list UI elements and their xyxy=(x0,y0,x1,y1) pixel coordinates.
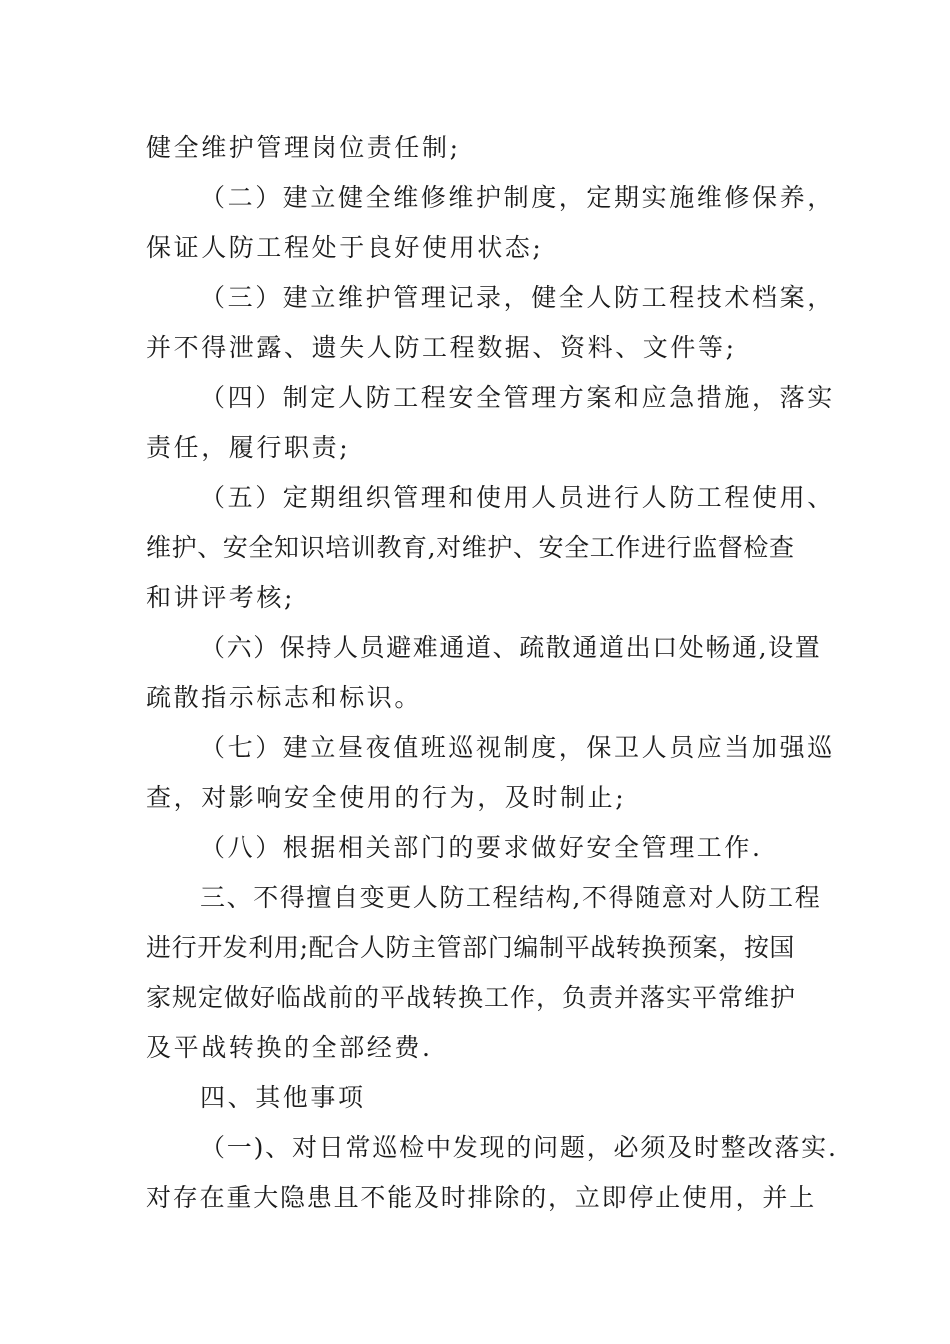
text-line: （三）建立维护管理记录，健全人防工程技术档案， xyxy=(200,283,835,312)
text-line: 疏散指示标志和标识。 xyxy=(146,683,423,712)
text-line: （七）建立昼夜值班巡视制度，保卫人员应当加强巡 xyxy=(200,733,835,762)
text-line: 保证人防工程处于良好使用状态; xyxy=(146,233,544,262)
text-line: 家规定做好临战前的平战转换工作，负责并落实平常维护 xyxy=(146,983,797,1012)
text-line: （五）定期组织管理和使用人员进行人防工程使用、 xyxy=(200,483,835,512)
text-line: 对存在重大隐患且不能及时排除的，立即停止使用，并上 xyxy=(146,1183,817,1212)
text-line: （八）根据相关部门的要求做好安全管理工作. xyxy=(200,833,763,862)
text-line: 并不得泄露、遗失人防工程数据、资料、文件等; xyxy=(146,333,737,362)
text-line: 责任，履行职责; xyxy=(146,433,351,462)
text-line: （六）保持人员避难通道、疏散通道出口处畅通,设置 xyxy=(200,633,822,662)
text-line: 查，对影响安全使用的行为，及时制止; xyxy=(146,783,627,812)
text-line: 三、不得擅自变更人防工程结构,不得随意对人防工程 xyxy=(200,883,822,912)
text-line: 维护、安全知识培训教育,对维护、安全工作进行监督检查 xyxy=(146,533,795,562)
text-line: 和讲评考核; xyxy=(146,583,296,612)
text-line: （二）建立健全维修维护制度，定期实施维修保养， xyxy=(200,183,835,212)
text-line: （四）制定人防工程安全管理方案和应急措施，落实 xyxy=(200,383,835,412)
text-line: （一)、对日常巡检中发现的问题，必须及时整改落实. xyxy=(200,1133,838,1162)
text-line: 进行开发利用;配合人防主管部门编制平战转换预案，按国 xyxy=(146,933,796,962)
text-line: 健全维护管理岗位责任制; xyxy=(146,133,461,162)
text-line: 四、其他事项 xyxy=(200,1083,366,1112)
text-line: 及平战转换的全部经费. xyxy=(146,1033,433,1062)
